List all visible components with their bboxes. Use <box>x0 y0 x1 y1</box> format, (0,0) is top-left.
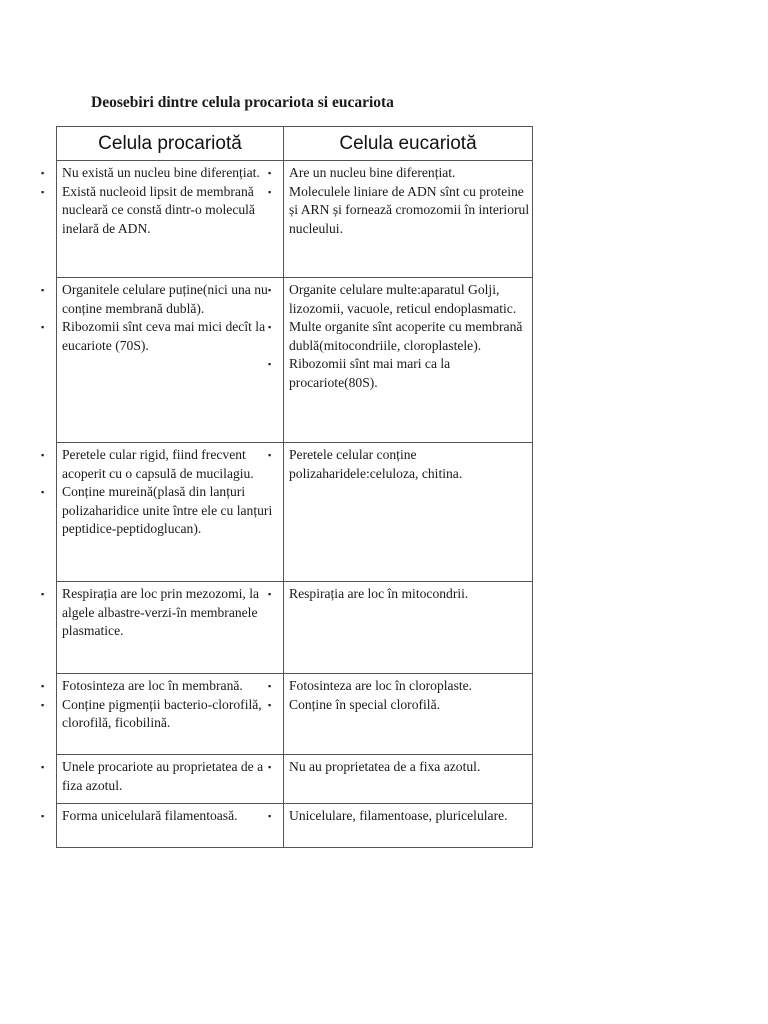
bullet-icon: ▪ <box>41 322 45 333</box>
list-item <box>41 183 281 239</box>
item-text: Organitele celulare puține(nici una nu conține membrană dublă). <box>62 282 268 316</box>
bullet-icon: ▪ <box>268 762 272 772</box>
bullet-icon: ▪ <box>41 285 45 295</box>
bullet-icon: ▪ <box>268 450 272 460</box>
bullet-list <box>268 443 532 483</box>
table-body <box>41 161 533 848</box>
bullet-icon: ▪ <box>41 762 45 772</box>
list-item <box>268 446 530 483</box>
list-item <box>268 164 530 183</box>
list-item <box>268 318 530 355</box>
comparison-table <box>41 126 533 848</box>
table-row <box>57 674 533 755</box>
item-text: Are un nucleu bine diferențiat. <box>289 165 456 180</box>
item-text: Organite celulare multe:aparatul Golji, lizozomii, vacuole, reticul endoplasmatic. <box>289 282 517 316</box>
cell-eukaryote <box>268 443 533 582</box>
bullet-list <box>268 674 532 714</box>
bullet-icon: ▪ <box>268 589 272 599</box>
cell-eukaryote <box>268 278 533 443</box>
bullet-icon: ▪ <box>268 168 272 178</box>
item-text: Unele procariote au proprietatea de a fiza azotul. <box>62 759 264 793</box>
bullet-list <box>268 161 532 238</box>
cell-eukaryote <box>268 804 533 848</box>
list-item <box>268 355 530 392</box>
table-header <box>57 127 533 161</box>
cell-eukaryote <box>268 582 533 674</box>
item-text: Peretele cular rigid, fiind frecvent acoperit cu o capsulă de mucilagiu. <box>62 447 254 481</box>
list-item <box>268 677 530 696</box>
bullet-list <box>41 755 283 795</box>
list-item <box>268 758 530 777</box>
list-item <box>268 281 530 318</box>
table-row <box>57 161 533 278</box>
header-eukaryote: Celula eucariotă <box>284 127 533 161</box>
bullet-list <box>268 582 532 604</box>
item-text: Moleculele liniare de ADN sînt cu proteine și ARN și fornează cromozomii în interiorul nucleului. <box>289 183 530 236</box>
item-text: Respirația are loc în mitocondrii. <box>289 586 469 601</box>
list-item <box>41 585 281 641</box>
list-item <box>268 696 530 715</box>
header-prokaryote: Celula procariotă <box>57 127 284 161</box>
item-text: Peretele celular conține polizaharidele:celuloza, chitina. <box>289 447 463 481</box>
cell-prokaryote <box>41 674 284 755</box>
bullet-icon: ▪ <box>41 168 45 178</box>
bullet-icon: ▪ <box>41 811 45 821</box>
list-item <box>268 585 530 604</box>
bullet-icon: ▪ <box>41 589 45 599</box>
bullet-list <box>268 278 532 393</box>
bullet-icon: ▪ <box>268 322 272 333</box>
cell-eukaryote <box>268 674 533 755</box>
cell-prokaryote <box>41 161 284 278</box>
bullet-list <box>41 674 283 733</box>
cell-prokaryote <box>41 443 284 582</box>
item-text: Unicelulare, filamentoase, pluricelulare. <box>289 808 508 823</box>
list-item <box>41 677 281 696</box>
list-item <box>41 164 281 183</box>
bullet-icon: ▪ <box>268 699 272 710</box>
list-item <box>41 318 281 355</box>
item-text: Conține în special clorofilă. <box>289 696 440 712</box>
list-item <box>268 183 530 239</box>
item-text: Respirația are loc prin mezozomi, la algele albastre-verzi-în membranele plasmatice. <box>62 586 260 639</box>
list-item <box>41 807 281 826</box>
table-row <box>57 582 533 674</box>
table-row <box>57 278 533 443</box>
item-text: Ribozomii sînt ceva mai mici decît la eucariote (70S). <box>62 319 266 353</box>
bullet-list <box>41 582 283 641</box>
cell-eukaryote <box>268 161 533 278</box>
bullet-icon: ▪ <box>268 285 272 295</box>
list-item <box>41 483 281 539</box>
item-text: Conține mureină(plasă din lanțuri polizaharidice unite între ele cu lanțuri peptidice-peptidoglucan). <box>62 484 273 537</box>
item-text: Există nucleoid lipsit de membrană nucleară ce constă dintr-o moleculă inelară de ADN. <box>62 183 255 236</box>
cell-eukaryote <box>268 755 533 804</box>
bullet-icon: ▪ <box>268 811 272 821</box>
list-item <box>41 696 281 733</box>
bullet-list <box>41 278 283 355</box>
cell-prokaryote <box>41 582 284 674</box>
list-item <box>41 446 281 483</box>
bullet-icon: ▪ <box>41 699 45 710</box>
bullet-icon: ▪ <box>41 487 45 498</box>
cell-prokaryote <box>41 278 284 443</box>
bullet-icon: ▪ <box>268 359 272 370</box>
item-text: Forma unicelulară filamentoasă. <box>62 808 238 823</box>
item-text: Conține pigmenții bacterio-clorofilă, clorofilă, ficobilină. <box>62 696 262 731</box>
cell-prokaryote <box>41 804 284 848</box>
document-title: Deosebiri dintre celula procariota si eucariota <box>91 94 394 111</box>
header-row <box>57 127 533 161</box>
item-text: Fotosinteza are loc în membrană. <box>62 678 243 693</box>
item-text: Multe organite sînt acoperite cu membrană dublă(mitocondriile, cloroplastele). <box>289 319 523 353</box>
bullet-list <box>41 443 283 539</box>
bullet-icon: ▪ <box>41 186 45 197</box>
item-text: Fotosinteza are loc în cloroplaste. <box>289 678 473 693</box>
bullet-icon: ▪ <box>41 450 45 460</box>
item-text: Ribozomii sînt mai mari ca la procariote(80S). <box>289 356 451 390</box>
bullet-list <box>41 161 283 238</box>
bullet-icon: ▪ <box>268 681 272 691</box>
list-item <box>268 807 530 826</box>
bullet-icon: ▪ <box>41 681 45 691</box>
table-row <box>57 804 533 848</box>
table-row <box>57 443 533 582</box>
cell-prokaryote <box>41 755 284 804</box>
item-text: Nu au proprietatea de a fixa azotul. <box>289 759 481 774</box>
list-item <box>41 758 281 795</box>
bullet-list <box>268 755 532 777</box>
item-text: Nu există un nucleu bine diferențiat. <box>62 165 260 180</box>
list-item <box>41 281 281 318</box>
bullet-list <box>268 804 532 826</box>
bullet-icon: ▪ <box>268 186 272 197</box>
table-row <box>57 755 533 804</box>
bullet-list <box>41 804 283 826</box>
